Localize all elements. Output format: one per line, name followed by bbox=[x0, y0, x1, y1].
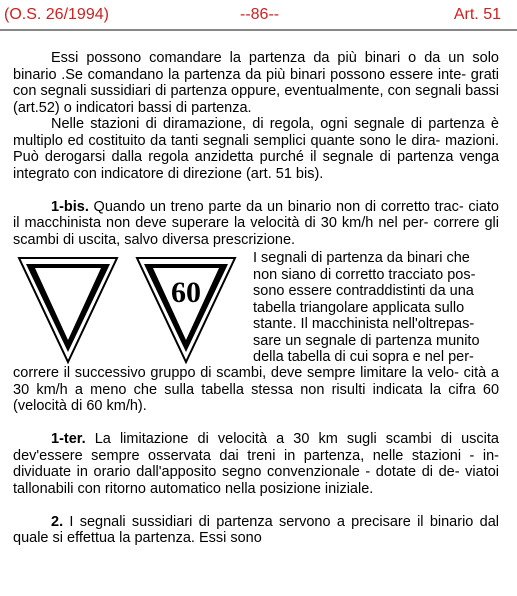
paragraph-1: Essi possono comandare la partenza da più binari o da un solo binario .Se comandano la partenza da più binari possono essere inte- grati con segnali sussidiari di partenza oppure, eventualmente, con segnali bassi (art.52) o indicatori bassi di partenza. bbox=[13, 50, 500, 116]
sign-description: I segnali di partenza da binari che non siano di corretto tracciato pos- sono essere contraddistinti da una tabella triangolare applicata sullo stante. Il macchinista nell'oltrepas- sare un segnale di partenza munito della tabella di cui sopra e nel per- bbox=[253, 250, 480, 365]
section-label-2: 2. bbox=[51, 513, 64, 530]
triangular-sign-figures bbox=[13, 250, 248, 365]
header-divider bbox=[0, 29, 517, 31]
article-number: Art. 51 bbox=[453, 6, 501, 23]
section-1-bis-continuation: correre il successivo gruppo di scambi, deve sempre limitare la velo- cità a 30 km/h a meno che sulla tabella stessa non risulti indicata la cifra 60 (velocità di 60 km/h). bbox=[13, 365, 500, 414]
section-label-1-bis: 1-bis. bbox=[51, 198, 89, 215]
section-2: 2. I segnali sussidiari di partenza servono a precisare il binario dal quale si effettua la partenza. Essi sono bbox=[13, 513, 500, 546]
document-body bbox=[13, 50, 499, 547]
page-header bbox=[0, 0, 517, 30]
page-number: --86-- bbox=[240, 6, 280, 23]
sign-figure-row bbox=[13, 250, 499, 365]
ordinance-reference: (O.S. 26/1994) bbox=[4, 6, 109, 23]
section-label-1-ter: 1-ter. bbox=[51, 431, 86, 447]
paragraph-2: Nelle stazioni di diramazione, di regola, ogni segnale di partenza è multiplo ed costituito da tanti segnali semplici quante sono le dira- mazioni. Può derogarsi dalla regola anzidetta purché il segnale di partenza venga integrato con indicatore di direzione (art. 51 bis). bbox=[13, 116, 500, 182]
section-1-ter: 1-ter. La limitazione di velocità a 30 km sugli scambi di uscita dev'essere sempre osservata dai treni in partenza, nelle stazioni - in- dividuate in orario dall'apposito segno convenzionale - dotate di de- viatoi tallonabili con ritorno automatico nella posizione iniziale. bbox=[13, 431, 500, 497]
section-1-bis: 1-bis. Quando un treno parte da un binario non di corretto trac- ciato il macchinista non deve superare la velocità di 30 km/h nel per- correre gli scambi di uscita, salvo diversa prescrizione. bbox=[13, 198, 500, 248]
sign-speed-number: 60 bbox=[171, 276, 201, 309]
